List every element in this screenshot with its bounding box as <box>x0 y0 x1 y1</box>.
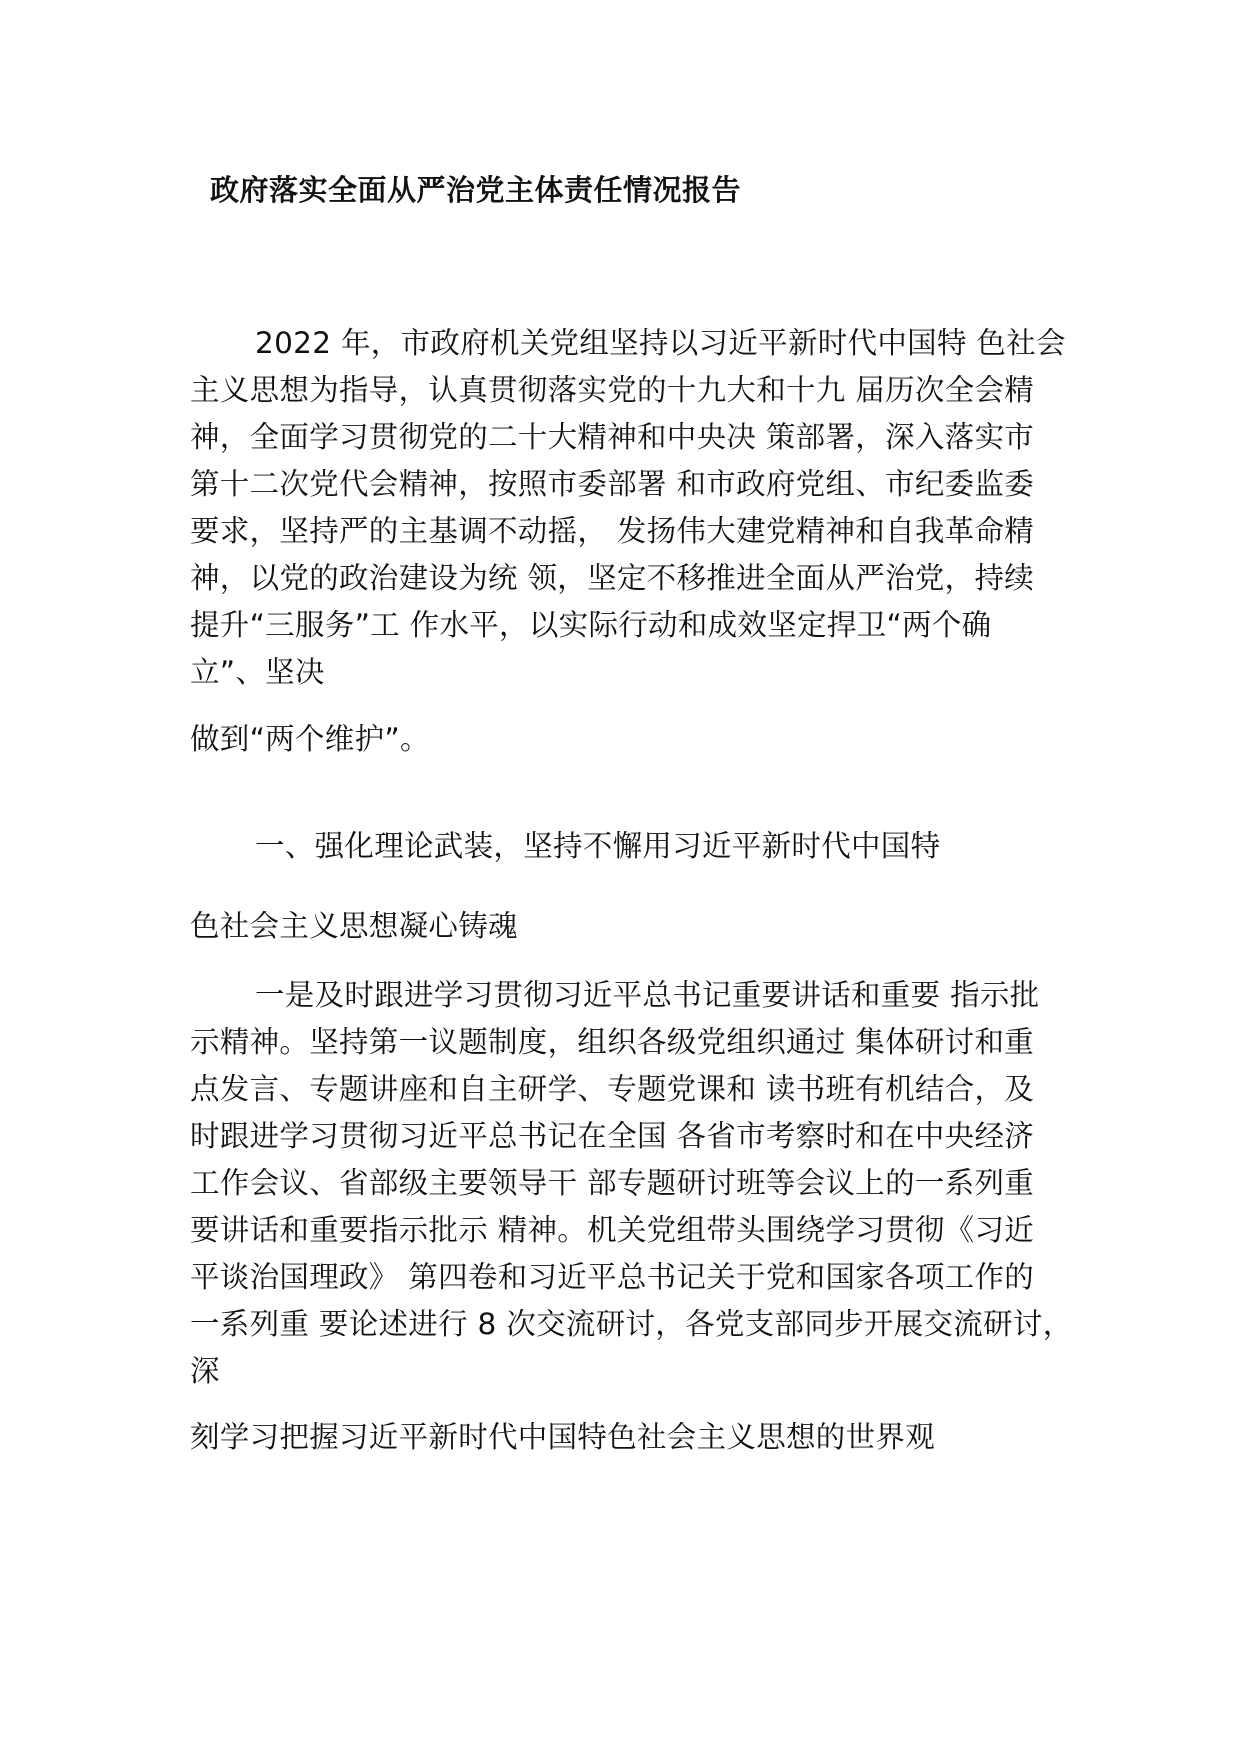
paragraph-2-line-5: 工作会议、省部级主要领导干 部专题研讨班等会议上的一系列重 <box>190 1166 1035 1200</box>
paragraph-2-end: 刻学习把握习近平新时代中国特色社会主义思想的世界观 <box>190 1420 936 1454</box>
paragraph-2-line-1: 一是及时跟进学习贯彻习近平总书记重要讲话和重要 指示批 <box>255 978 1040 1012</box>
paragraph-2-line-9: 深 <box>190 1354 220 1388</box>
paragraph-2-line-4: 时跟进学习贯彻习近平总书记在全国 各省市考察时和在中央经济 <box>190 1119 1035 1153</box>
paragraph-1-line-7: 提升“三服务”工 作水平，以实际行动和成效坚定捍卫“两个确 <box>190 608 992 642</box>
document-title: 政府落实全面从严治党主体责任情况报告 <box>210 173 742 207</box>
paragraph-1-line-5: 要求，坚持严的主基调不动摇， 发扬伟大建党精神和自我革命精 <box>190 514 1035 548</box>
section-1-heading-cont: 色社会主义思想凝心铸魂 <box>190 909 518 943</box>
paragraph-2-line-3: 点发言、专题讲座和自主研学、专题党课和 读书班有机结合，及 <box>190 1072 1035 1106</box>
paragraph-1-line-3: 神，全面学习贯彻党的二十大精神和中央决 策部署，深入落实市 <box>190 420 1035 454</box>
section-1-heading: 一、强化理论武装，坚持不懈用习近平新时代中国特 <box>255 829 941 863</box>
paragraph-2-line-7: 平谈治国理政》 第四卷和习近平总书记关于党和国家各项工作的 <box>190 1260 1035 1294</box>
paragraph-2-line-8: 一系列重 要论述进行 8 次交流研讨，各党支部同步开展交流研讨， <box>190 1307 1073 1341</box>
paragraph-1-line-4: 第十二次党代会精神，按照市委部署 和市政府党组、市纪委监委 <box>190 467 1035 501</box>
paragraph-1-end: 做到“两个维护”。 <box>190 722 430 756</box>
paragraph-1-line-8: 立”、坚决 <box>190 655 325 689</box>
paragraph-2-line-6: 要讲话和重要指示批示 精神。机关党组带头围绕学习贯彻《习近 <box>190 1213 1035 1247</box>
paragraph-2-line-2: 示精神。坚持第一议题制度，组织各级党组织通过 集体研讨和重 <box>190 1025 1035 1059</box>
paragraph-1-line-1: 2022 年，市政府机关党组坚持以习近平新时代中国特 色社会 <box>255 326 1066 360</box>
paragraph-1-line-6: 神，以党的政治建设为统 领，坚定不移推进全面从严治党，持续 <box>190 561 1035 595</box>
paragraph-1-line-2: 主义思想为指导，认真贯彻落实党的十九大和十九 届历次全会精 <box>190 373 1035 407</box>
